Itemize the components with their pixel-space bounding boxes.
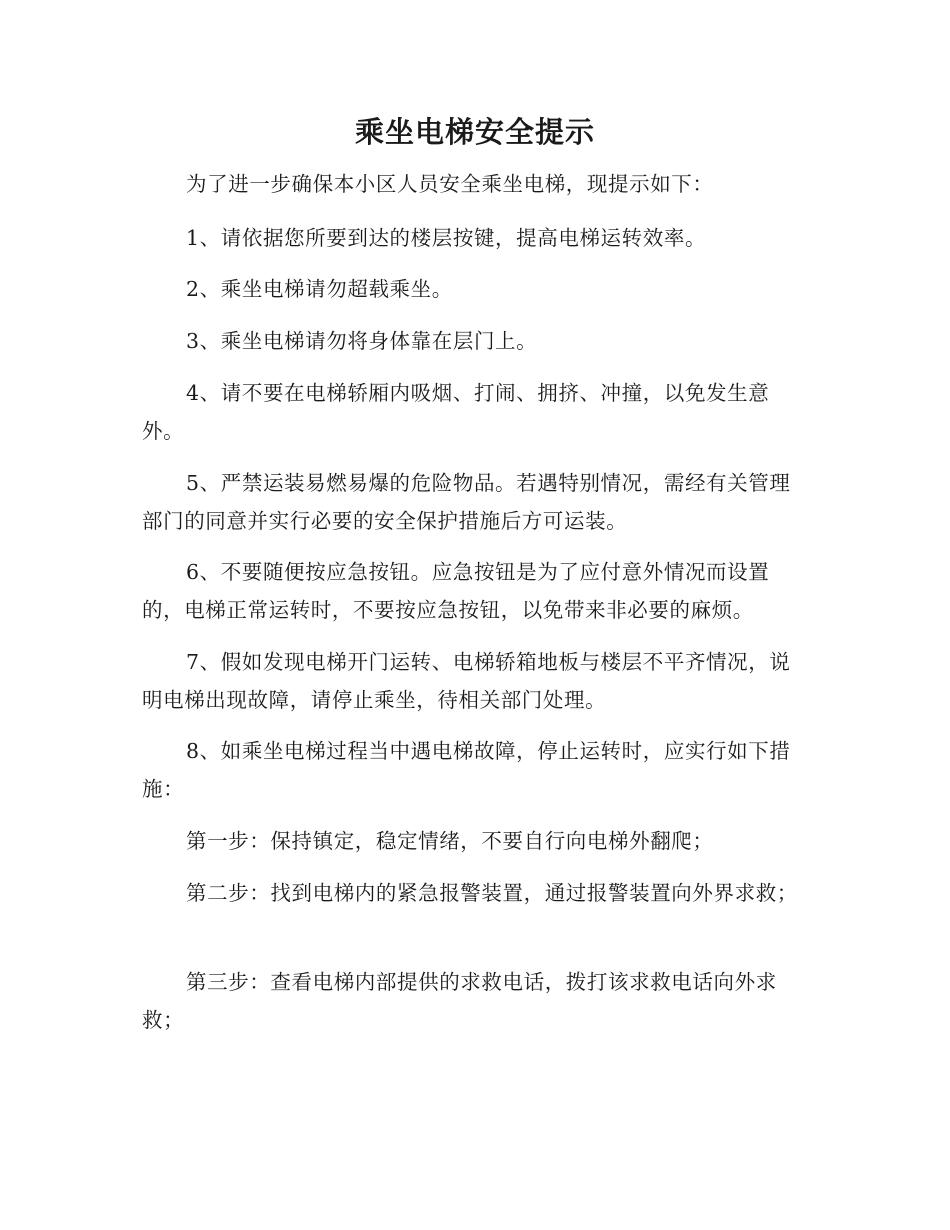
step-2-paragraph: 第二步：找到电梯内的紧急报警装置，通过报警装置向外界求救； (186, 881, 798, 905)
rule-4-paragraph: 4、请不要在电梯轿厢内吸烟、打闹、拥挤、冲撞，以免发生意外。 (142, 381, 770, 443)
document-title: 乘坐电梯安全提示 (354, 115, 595, 149)
rule-2-paragraph: 2、乘坐电梯请勿超载乘坐。 (186, 277, 453, 301)
step-3-paragraph: 第三步：查看电梯内部提供的求救电话，拨打该求救电话向外求救； (142, 970, 777, 1032)
rule-1-paragraph: 1、请依据您所要到达的楼层按键，提高电梯运转效率。 (186, 226, 707, 250)
intro-paragraph: 为了进一步确保本小区人员安全乘坐电梯，现提示如下： (186, 172, 714, 196)
rule-5-paragraph: 5、严禁运装易燃易爆的危险物品。若遇特别情况，需经有关管理部门的同意并实行必要的安全保护措施后方可运装。 (142, 471, 791, 533)
rule-3-paragraph: 3、乘坐电梯请勿将身体靠在层门上。 (186, 329, 538, 353)
rule-8-paragraph: 8、如乘坐电梯过程当中遇电梯故障，停止运转时，应实行如下措施： (142, 739, 791, 801)
rule-7-paragraph: 7、假如发现电梯开门运转、电梯轿箱地板与楼层不平齐情况，说明电梯出现故障，请停止乘坐，待相关部门处理。 (142, 650, 791, 712)
step-1-paragraph: 第一步：保持镇定，稳定情绪，不要自行向电梯外翻爬； (186, 829, 714, 853)
rule-6-paragraph: 6、不要随便按应急按钮。应急按钮是为了应付意外情况而设置的，电梯正常运转时，不要按应急按钮，以免带来非必要的麻烦。 (142, 560, 770, 622)
